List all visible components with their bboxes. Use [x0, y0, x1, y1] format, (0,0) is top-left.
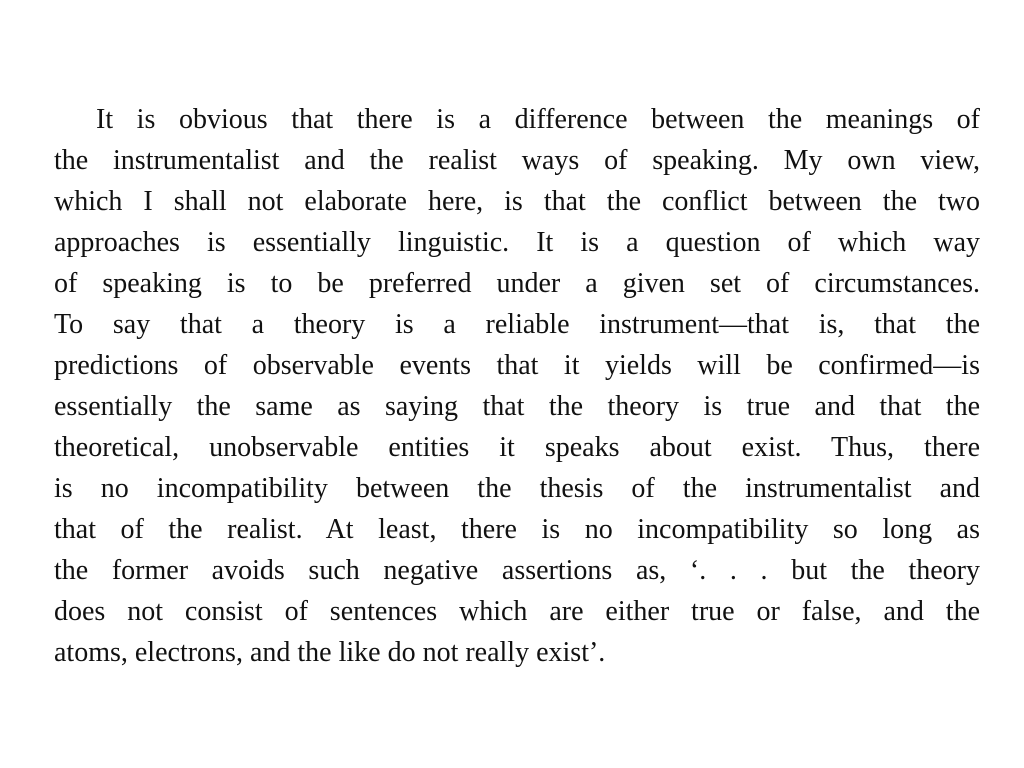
paragraph-line: essentially the same as saying that the theory is true and that the: [54, 391, 980, 422]
paragraph-line: theoretical, unobservable entities it speaks about exist. Thus, there: [54, 432, 980, 463]
paragraph-line: the former avoids such negative assertions as, ‘. . . but the theory: [54, 555, 980, 586]
paragraph-line: It is obvious that there is a difference between the meanings of: [96, 104, 980, 135]
body-paragraph: [54, 99, 980, 673]
paragraph-line: atoms, electrons, and the like do not really exist’.: [54, 637, 606, 668]
paragraph-line: To say that a theory is a reliable instrument—that is, that the: [54, 309, 980, 340]
paragraph-line: approaches is essentially linguistic. It is a question of which way: [54, 227, 980, 258]
paragraph-line: is no incompatibility between the thesis of the instrumentalist and: [54, 473, 980, 504]
paragraph-line: which I shall not elaborate here, is that the conflict between the two: [54, 186, 980, 217]
document-page: [54, 99, 980, 673]
paragraph-line: does not consist of sentences which are either true or false, and the: [54, 596, 980, 627]
paragraph-line: predictions of observable events that it yields will be confirmed—is: [54, 350, 980, 381]
paragraph-line: the instrumentalist and the realist ways of speaking. My own view,: [54, 145, 980, 176]
paragraph-line: of speaking is to be preferred under a given set of circumstances.: [54, 268, 980, 299]
paragraph-line: that of the realist. At least, there is no incompatibility so long as: [54, 514, 980, 545]
